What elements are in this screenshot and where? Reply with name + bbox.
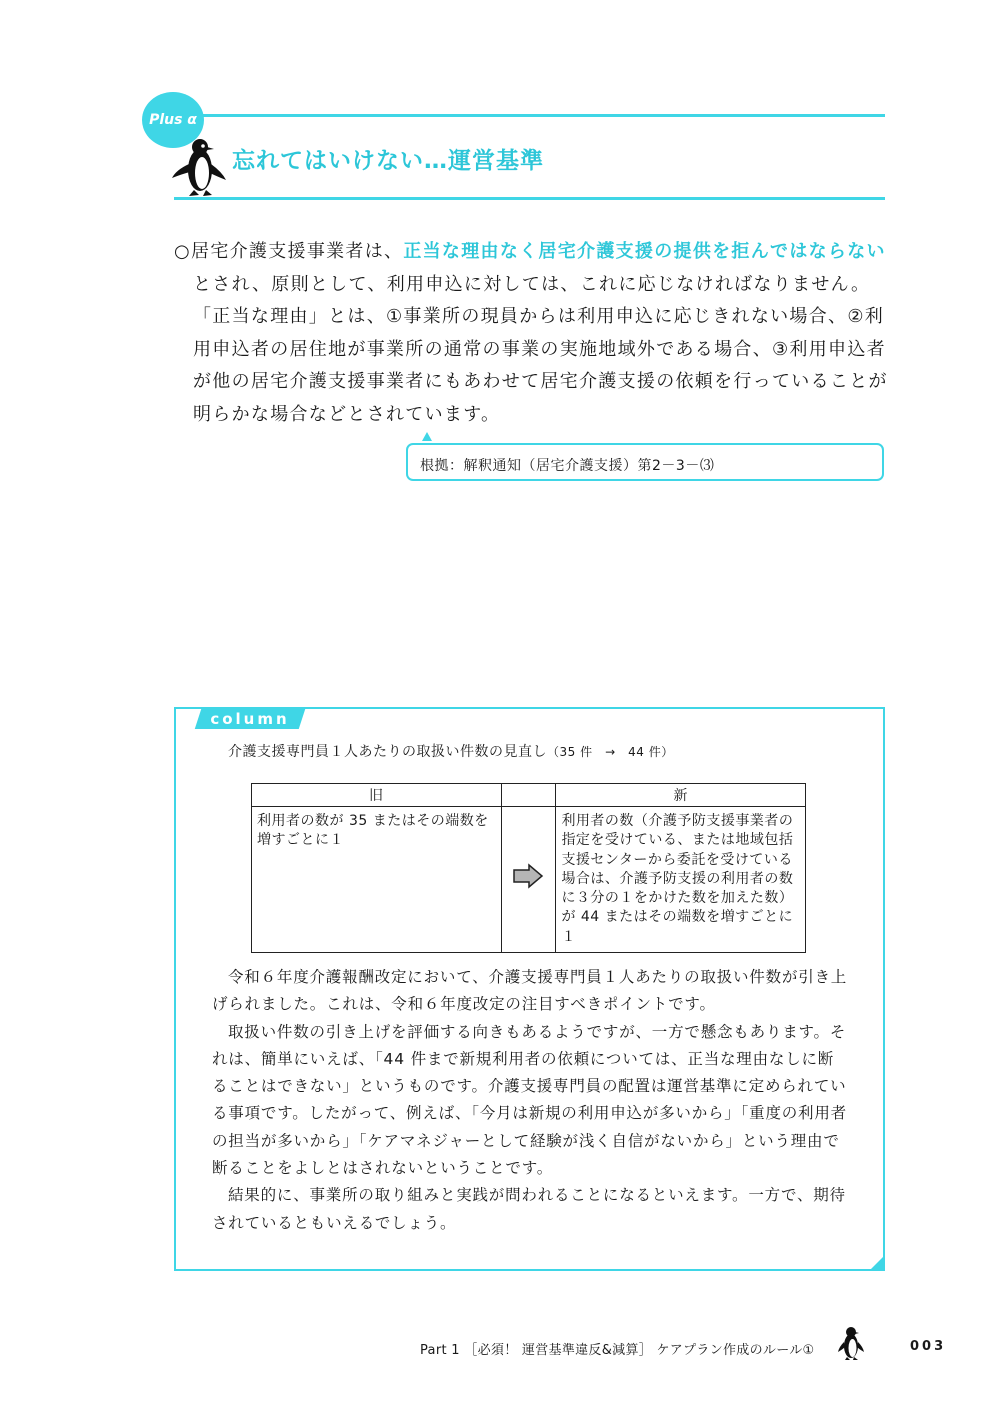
main-paragraph — [174, 236, 890, 431]
old-cell: 利用者の数が 35 またはその端数を増すごとに１ — [252, 807, 502, 953]
table-row — [252, 807, 806, 953]
old-header: 旧 — [252, 784, 502, 807]
new-cell: 利用者の数（介護予防支援事業者の指定を受けている、または地域包括支援センターから委託を受けている場合は、介護予防支援の利用者の数に３分の１をかけた数を加えた数）が 44 またはその端数を増すごとに１ — [556, 807, 806, 953]
footer-text: Part 1 ［必須！ 運営基準違反&減算］ ケアプラン作成のルール① — [420, 1343, 815, 1358]
section-title: 忘れてはいけない…運営基準 — [232, 148, 544, 174]
header-top-rule — [174, 114, 885, 117]
penguin-small-icon — [838, 1325, 864, 1361]
column-paragraph: 令和６年度介護報酬改定において、介護支援専門員１人あたりの取扱い件数が引き上げられました。これは、令和６年度改定の注目すべきポイントです。 — [212, 968, 848, 1014]
header-bottom-rule — [174, 197, 885, 200]
right-arrow-icon — [512, 863, 544, 889]
source-pointer — [422, 432, 432, 441]
table-header-row — [252, 784, 806, 807]
arrow-cell — [501, 807, 556, 953]
plus-alpha-badge: Plus α — [142, 92, 204, 148]
para-intro: 居宅介護支援事業者は、 — [191, 241, 404, 262]
penguin-icon — [170, 134, 230, 198]
bullet: ○ — [174, 241, 192, 262]
para-highlight: 正当な理由なく居宅介護支援の提供を拒んではならない — [403, 241, 886, 262]
column-corner — [869, 1257, 883, 1271]
column-heading — [228, 741, 674, 761]
column-tab-label: column — [210, 710, 290, 728]
page-number: 003 — [910, 1339, 947, 1354]
column-heading-text: 介護支援専門員１人あたりの取扱い件数の見直し — [228, 744, 547, 760]
arrow-header — [501, 784, 556, 807]
column-paragraph: 結果的に、事業所の取り組みと実践が問われることになるといえます。一方で、期待されているともいえるでしょう。 — [212, 1186, 846, 1232]
column-paragraph: 取扱い件数の引き上げを評価する向きもあるようですが、一方で懸念もあります。それは、簡単にいえば、「44 件まで新規利用者の依頼については、正当な理由なしに断ることはできない」というものです。介護支援専門員の配置は運営基準に定められている事項です。したがって、例えば、「今月は新規の利用申込が多いから」「重度の利用者の担当が多いから」「ケアマネジャーとして経験が浅く自信がないから」という理由で断ることをよしとはされないということです。 — [212, 1022, 847, 1178]
column-heading-nums: （35 件 → 44 件） — [547, 745, 674, 759]
new-header: 新 — [556, 784, 806, 807]
para-rest: とされ、原則として、利用申込に対しては、これに応じなければなりません。「正当な理由」とは、①事業所の現員からは利用申込に応じきれない場合、②利用申込者の居住地が事業所の通常の事業の実施地域外である場合、③利用申込者が他の居宅介護支援事業者にもあわせて居宅介護支援の依頼を行っていることが明らかな場合などとされています。 — [193, 273, 888, 425]
column-text — [212, 964, 848, 1237]
comparison-table — [251, 783, 806, 953]
source-box: 根拠：解釈通知（居宅介護支援）第2－3－⑶ — [406, 443, 884, 481]
